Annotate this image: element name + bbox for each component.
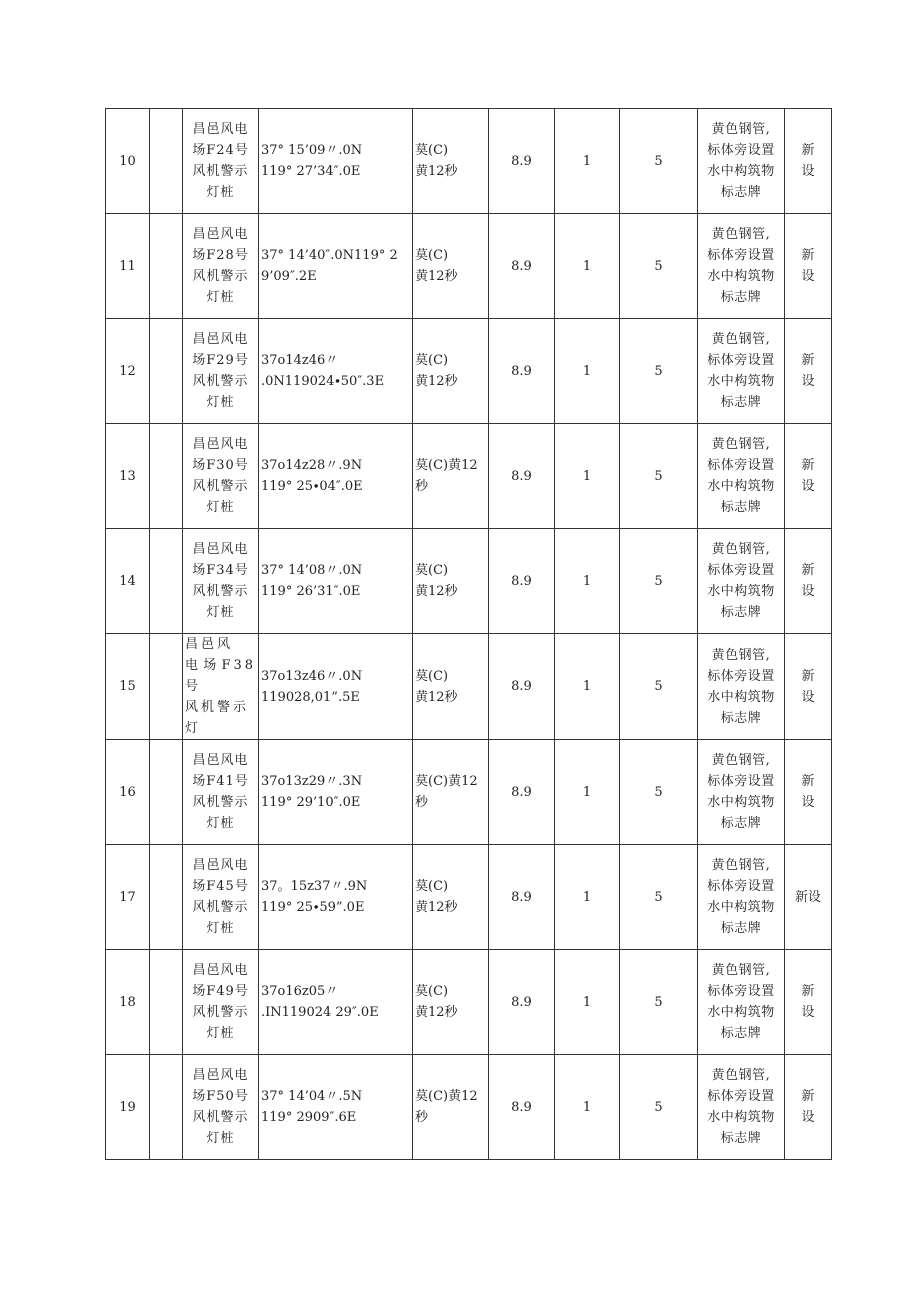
light-name-line: 场F30号 <box>192 458 249 473</box>
remark-cell <box>698 740 785 845</box>
light-character-line: 莫(C) <box>415 248 449 263</box>
row-number-cell: 17 <box>106 845 150 950</box>
value-cell: 5 <box>620 740 698 845</box>
range-cell: 1 <box>555 740 620 845</box>
light-character-line: 黄12秒 <box>415 269 458 284</box>
light-name-line: 场F29号 <box>192 353 249 368</box>
light-name-line: 灯桩 <box>206 1131 235 1146</box>
status-cell <box>785 1055 832 1160</box>
remark-line: 水中构筑物 <box>707 479 775 494</box>
remark-line: 标体旁设置 <box>707 879 775 894</box>
light-character-cell <box>413 109 489 214</box>
light-name-line: 昌邑风电 <box>192 332 249 347</box>
table-body <box>106 109 832 1160</box>
row-number-cell: 14 <box>106 529 150 634</box>
remark-line: 黄色钢管, <box>711 122 771 137</box>
light-character-cell <box>413 214 489 319</box>
remark-line: 水中构筑物 <box>707 269 775 284</box>
coordinate-line: 37° 15’09〃.0N <box>261 143 363 158</box>
range-cell: 1 <box>555 950 620 1055</box>
light-name-line: 风机警示 <box>192 1110 249 1125</box>
status-line: 新 <box>801 984 815 999</box>
remark-cell <box>698 109 785 214</box>
blank-cell <box>150 634 183 740</box>
coordinate-line: 37o13z29〃.3N <box>261 774 363 789</box>
light-name-line: 风机警示 <box>192 1005 249 1020</box>
light-name-line: 灯桩 <box>206 921 235 936</box>
coordinate-cell <box>259 529 413 634</box>
remark-line: 标志牌 <box>720 605 762 620</box>
table-row <box>106 740 832 845</box>
row-number-cell: 15 <box>106 634 150 740</box>
remark-cell <box>698 529 785 634</box>
height-cell: 8.9 <box>489 845 555 950</box>
row-number-cell: 13 <box>106 424 150 529</box>
light-character-line: 黄12秒 <box>415 584 458 599</box>
coordinate-line: 37o14z28〃.9N <box>261 458 363 473</box>
value-cell: 5 <box>620 319 698 424</box>
coordinate-line: .0N119024∙50″.3E <box>261 374 385 389</box>
remark-line: 水中构筑物 <box>707 900 775 915</box>
range-cell: 1 <box>555 319 620 424</box>
coordinate-line: 119° 25∙59”.0E <box>261 900 365 915</box>
coordinate-line: 37° 14’08〃.0N <box>261 563 363 578</box>
status-cell <box>785 740 832 845</box>
light-character-cell <box>413 950 489 1055</box>
coordinate-line: 119° 27’34″.0E <box>261 164 361 179</box>
height-cell: 8.9 <box>489 634 555 740</box>
remark-line: 标志牌 <box>720 500 762 515</box>
coordinate-cell <box>259 950 413 1055</box>
light-character-cell <box>413 845 489 950</box>
remark-line: 黄色钢管, <box>711 753 771 768</box>
light-name-cell <box>183 1055 259 1160</box>
blank-cell <box>150 529 183 634</box>
light-name-line: 灯桩 <box>206 290 235 305</box>
remark-line: 标志牌 <box>720 395 762 410</box>
status-line: 设 <box>801 374 815 389</box>
value-cell: 5 <box>620 845 698 950</box>
light-name-line: 风机警示 <box>192 479 249 494</box>
remark-line: 标体旁设置 <box>707 1089 775 1104</box>
light-character-line: 秒 <box>415 479 429 494</box>
status-cell <box>785 214 832 319</box>
coordinate-line: 37° 14’40″.0N119° 2 <box>261 248 398 263</box>
value-cell: 5 <box>620 634 698 740</box>
light-name-line: 昌邑风电 <box>192 122 249 137</box>
status-line: 新 <box>801 143 815 158</box>
remark-cell <box>698 319 785 424</box>
status-cell <box>785 950 832 1055</box>
table-row <box>106 529 832 634</box>
row-number-cell: 11 <box>106 214 150 319</box>
coordinate-line: 37o16z05〃 <box>261 984 339 999</box>
coordinate-cell <box>259 109 413 214</box>
remark-line: 标志牌 <box>720 921 762 936</box>
light-name-line: 昌邑风电 <box>192 542 249 557</box>
status-line: 设 <box>801 689 815 705</box>
light-character-cell <box>413 529 489 634</box>
light-character-line: 莫(C) <box>415 879 449 894</box>
coordinate-line: 37o13z46〃.0N <box>261 668 363 684</box>
light-character-line: 秒 <box>415 795 429 810</box>
row-number-cell: 18 <box>106 950 150 1055</box>
light-name-line: 昌邑风电 <box>192 753 249 768</box>
blank-cell <box>150 1055 183 1160</box>
blank-cell <box>150 845 183 950</box>
coordinate-line: 37o14z46〃 <box>261 353 339 368</box>
light-character-line: 莫(C) <box>415 668 449 684</box>
remark-cell <box>698 1055 785 1160</box>
coordinate-line: 119° 29’10″.0E <box>261 795 361 810</box>
table-row <box>106 845 832 950</box>
light-character-line: 莫(C)黄12 <box>415 458 478 473</box>
height-cell: 8.9 <box>489 424 555 529</box>
table-row <box>106 109 832 214</box>
light-character-cell <box>413 319 489 424</box>
light-character-cell <box>413 1055 489 1160</box>
height-cell: 8.9 <box>489 319 555 424</box>
coordinate-line: 119° 25∙04″.0E <box>261 479 363 494</box>
remark-line: 水中构筑物 <box>707 689 775 705</box>
remark-line: 标志牌 <box>720 816 762 831</box>
coordinate-line: 119° 2909″.6E <box>261 1110 357 1125</box>
coordinate-line: 9’09″.2E <box>261 269 317 284</box>
value-cell: 5 <box>620 1055 698 1160</box>
value-cell: 5 <box>620 529 698 634</box>
light-name-line: 场F45号 <box>192 879 249 894</box>
light-character-line: 莫(C) <box>415 984 449 999</box>
coordinate-cell <box>259 214 413 319</box>
light-name-line: 风机警示 <box>185 700 250 715</box>
range-cell: 1 <box>555 424 620 529</box>
remark-line: 黄色钢管, <box>711 332 771 347</box>
row-number-cell: 10 <box>106 109 150 214</box>
remark-cell <box>698 634 785 740</box>
light-character-cell <box>413 424 489 529</box>
remark-line: 标志牌 <box>720 290 762 305</box>
table-row <box>106 424 832 529</box>
height-cell: 8.9 <box>489 214 555 319</box>
table-row <box>106 1055 832 1160</box>
value-cell: 5 <box>620 109 698 214</box>
remark-line: 黄色钢管, <box>711 647 771 663</box>
remark-line: 标体旁设置 <box>707 774 775 789</box>
range-cell: 1 <box>555 109 620 214</box>
status-line: 新 <box>801 668 815 684</box>
light-name-cell <box>183 845 259 950</box>
light-name-line: 场F28号 <box>192 248 249 263</box>
status-line: 新 <box>801 248 815 263</box>
remark-line: 黄色钢管, <box>711 437 771 452</box>
range-cell: 1 <box>555 214 620 319</box>
remark-line: 标体旁设置 <box>707 143 775 158</box>
coordinate-cell <box>259 424 413 529</box>
remark-line: 水中构筑物 <box>707 374 775 389</box>
light-name-line: 风机警示 <box>192 795 249 810</box>
light-character-line: 黄12秒 <box>415 900 458 915</box>
remark-cell <box>698 950 785 1055</box>
coordinate-cell <box>259 634 413 740</box>
coordinate-line: .IN119024 29″.0E <box>261 1005 379 1020</box>
light-character-line: 黄12秒 <box>415 689 458 705</box>
light-name-line: 风机警示 <box>192 269 249 284</box>
status-line: 新 <box>801 563 815 578</box>
remark-line: 黄色钢管, <box>711 858 771 873</box>
light-name-cell <box>183 424 259 529</box>
light-name-cell <box>183 529 259 634</box>
row-number-cell: 12 <box>106 319 150 424</box>
height-cell: 8.9 <box>489 109 555 214</box>
status-cell <box>785 845 832 950</box>
value-cell: 5 <box>620 424 698 529</box>
light-name-line: 场F41号 <box>192 774 249 789</box>
remark-line: 标体旁设置 <box>707 248 775 263</box>
status-cell <box>785 529 832 634</box>
light-name-cell <box>183 319 259 424</box>
range-cell: 1 <box>555 845 620 950</box>
light-name-line: 灯桩 <box>206 395 235 410</box>
light-name-line: 昌邑风 <box>185 637 234 652</box>
light-name-line: 昌邑风电 <box>192 963 249 978</box>
range-cell: 1 <box>555 1055 620 1160</box>
remark-line: 标体旁设置 <box>707 458 775 473</box>
height-cell: 8.9 <box>489 1055 555 1160</box>
status-line: 新 <box>801 353 815 368</box>
status-line: 设 <box>801 1110 815 1125</box>
light-name-line: 灯桩 <box>206 1026 235 1041</box>
status-line: 设 <box>801 479 815 494</box>
height-cell: 8.9 <box>489 950 555 1055</box>
light-name-line: 风机警示 <box>192 584 249 599</box>
coordinate-line: 37。15z37〃.9N <box>261 879 368 894</box>
remark-line: 标体旁设置 <box>707 563 775 578</box>
light-character-line: 莫(C) <box>415 563 449 578</box>
value-cell: 5 <box>620 950 698 1055</box>
status-line: 设 <box>801 1005 815 1020</box>
light-character-line: 黄12秒 <box>415 164 458 179</box>
row-number-cell: 16 <box>106 740 150 845</box>
light-name-line: 昌邑风电 <box>192 437 249 452</box>
light-name-line: 场F34号 <box>192 563 249 578</box>
light-name-line: 场F49号 <box>192 984 249 999</box>
status-line: 新设 <box>794 889 821 905</box>
remark-line: 水中构筑物 <box>707 1005 775 1020</box>
remark-line: 标志牌 <box>720 185 762 200</box>
status-line: 新 <box>801 1089 815 1104</box>
remark-line: 标志牌 <box>720 1131 762 1146</box>
light-name-cell <box>183 740 259 845</box>
blank-cell <box>150 109 183 214</box>
light-name-line: 昌邑风电 <box>192 1068 249 1083</box>
light-character-line: 莫(C) <box>415 353 449 368</box>
status-cell <box>785 319 832 424</box>
remark-cell <box>698 845 785 950</box>
remark-cell <box>698 424 785 529</box>
value-cell: 5 <box>620 214 698 319</box>
blank-cell <box>150 214 183 319</box>
light-character-cell <box>413 634 489 740</box>
light-name-line: 灯 <box>185 721 202 736</box>
remark-line: 水中构筑物 <box>707 584 775 599</box>
range-cell: 1 <box>555 529 620 634</box>
remark-cell <box>698 214 785 319</box>
remark-line: 标体旁设置 <box>707 668 775 684</box>
row-number-cell: 19 <box>106 1055 150 1160</box>
coordinate-cell <box>259 740 413 845</box>
light-character-line: 莫(C)黄12 <box>415 1089 478 1104</box>
navigation-aids-table <box>105 108 832 1160</box>
table-row <box>106 634 832 740</box>
table-row <box>106 319 832 424</box>
coordinate-cell <box>259 319 413 424</box>
remark-line: 标志牌 <box>720 710 762 726</box>
height-cell: 8.9 <box>489 740 555 845</box>
status-line: 设 <box>801 269 815 284</box>
status-line: 设 <box>801 584 815 599</box>
remark-line: 黄色钢管, <box>711 542 771 557</box>
light-character-line: 莫(C) <box>415 143 449 158</box>
light-name-cell <box>183 634 259 740</box>
blank-cell <box>150 424 183 529</box>
remark-line: 黄色钢管, <box>711 1068 771 1083</box>
status-line: 设 <box>801 795 815 810</box>
table-row <box>106 214 832 319</box>
coordinate-cell <box>259 845 413 950</box>
light-name-line: 风机警示 <box>192 164 249 179</box>
light-name-cell <box>183 950 259 1055</box>
light-name-line: 电场F38号 <box>185 658 256 694</box>
coordinate-line: 119028,01”.5E <box>261 689 360 705</box>
table-row <box>106 950 832 1055</box>
light-name-line: 场F24号 <box>192 143 249 158</box>
range-cell: 1 <box>555 634 620 740</box>
blank-cell <box>150 740 183 845</box>
light-character-line: 黄12秒 <box>415 374 458 389</box>
coordinate-cell <box>259 1055 413 1160</box>
blank-cell <box>150 950 183 1055</box>
light-name-line: 风机警示 <box>192 374 249 389</box>
remark-line: 黄色钢管, <box>711 227 771 242</box>
light-name-line: 场F50号 <box>192 1089 249 1104</box>
status-line: 设 <box>801 164 815 179</box>
light-name-cell <box>183 109 259 214</box>
coordinate-line: 37° 14’04〃.5N <box>261 1089 363 1104</box>
status-line: 新 <box>801 458 815 473</box>
blank-cell <box>150 319 183 424</box>
remark-line: 黄色钢管, <box>711 963 771 978</box>
light-name-line: 昌邑风电 <box>192 858 249 873</box>
light-name-line: 灯桩 <box>206 500 235 515</box>
status-cell <box>785 109 832 214</box>
light-character-line: 黄12秒 <box>415 1005 458 1020</box>
remark-line: 标志牌 <box>720 1026 762 1041</box>
status-line: 新 <box>801 774 815 789</box>
coordinate-line: 119° 26’31″.0E <box>261 584 361 599</box>
light-name-cell <box>183 214 259 319</box>
remark-line: 标体旁设置 <box>707 984 775 999</box>
remark-line: 水中构筑物 <box>707 1110 775 1125</box>
light-character-line: 秒 <box>415 1110 429 1125</box>
height-cell: 8.9 <box>489 529 555 634</box>
light-character-cell <box>413 740 489 845</box>
remark-line: 水中构筑物 <box>707 795 775 810</box>
light-character-line: 莫(C)黄12 <box>415 774 478 789</box>
remark-line: 水中构筑物 <box>707 164 775 179</box>
light-name-line: 灯桩 <box>206 816 235 831</box>
light-name-line: 风机警示 <box>192 900 249 915</box>
light-name-line: 灯桩 <box>206 605 235 620</box>
status-cell <box>785 634 832 740</box>
light-name-line: 昌邑风电 <box>192 227 249 242</box>
status-cell <box>785 424 832 529</box>
remark-line: 标体旁设置 <box>707 353 775 368</box>
light-name-line: 灯桩 <box>206 185 235 200</box>
